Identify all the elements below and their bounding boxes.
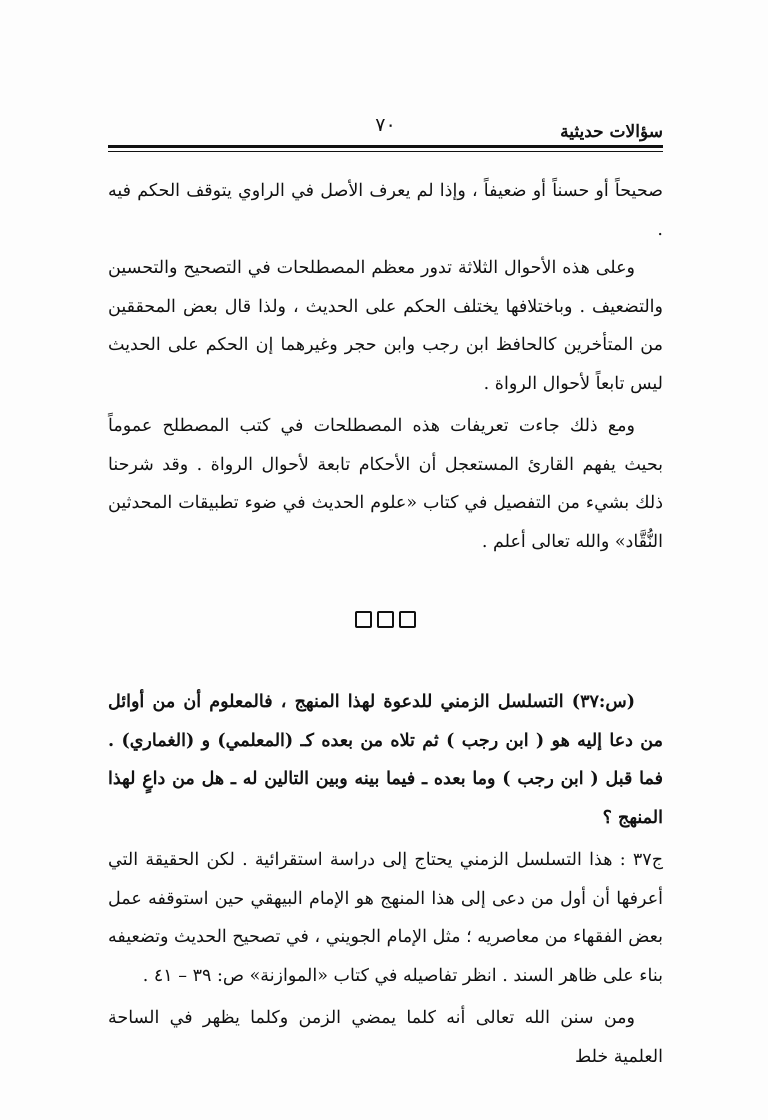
header-rule-thick [108,145,663,148]
ornament-square [377,611,394,628]
paragraph-3: ومع ذلك جاءت تعريفات هذه المصطلحات في كتب المصطلح عموماً بحيث يفهم القارئ المستعجل أن الأحكام تابعة لأحوال الرواة . وقد شرحنا ذلك بشيء من التفصيل في كتاب «علوم الحديث في ضوء تطبيقات المحدثين النُّقَّاد» والله تعالى أعلم . [108,416,663,552]
paragraph-1: صحيحاً أو حسناً أو ضعيفاً ، وإذا لم يعرف الأصل في الراوي يتوقف الحكم فيه . [108,181,663,240]
section-ornament [108,611,663,628]
running-title: سؤالات حديثية [560,122,663,142]
answer-37: ج٣٧ : هذا التسلسل الزمني يحتاج إلى دراسة استقرائية . لكن الحقيقة التي أعرفها أن أول من دعى إلى هذا المنهج هو الإمام البيهقي حين استوقفه عمل بعض الفقهاء من معاصريه ؛ مثل الإمام الجويني ، في تصحيح الحديث وتضعيفه بناء على ظاهر السند . انظر تفاصيله في كتاب «الموازنة» ص: ٣٩ – ٤١ . [108,850,663,986]
page-header [108,108,663,150]
page-body [108,172,663,1076]
paragraph-2: وعلى هذه الأحوال الثلاثة تدور معظم المصطلحات في التصحيح والتحسين والتضعيف . وباختلافها يختلف الحكم على الحديث ، ولذا قال بعض المحققين من المتأخرين كالحافظ ابن رجب وابن حجر وغيرهما إن الحكم على الحديث ليس تابعاً لأحوال الرواة . [108,258,663,394]
header-rule-thin [108,151,663,152]
ornament-square [399,611,416,628]
page-number: ٧٠ [375,114,396,136]
paragraph-last: ومن سنن الله تعالى أنه كلما يمضي الزمن وكلما يظهر في الساحة العلمية خلط [108,1008,663,1067]
question-37: (س:٣٧) التسلسل الزمني للدعوة لهذا المنهج ، فالمعلوم أن من أوائل من دعا إليه هو ( ابن رجب ) ثم تلاه من بعده كـ (المعلمي) و (الغماري) . فما قبل ( ابن رجب ) وما بعده ـ فيما بينه وبين التالين له ـ هل من داعٍ لهذا المنهج ؟ [108,692,663,828]
ornament-square [355,611,372,628]
